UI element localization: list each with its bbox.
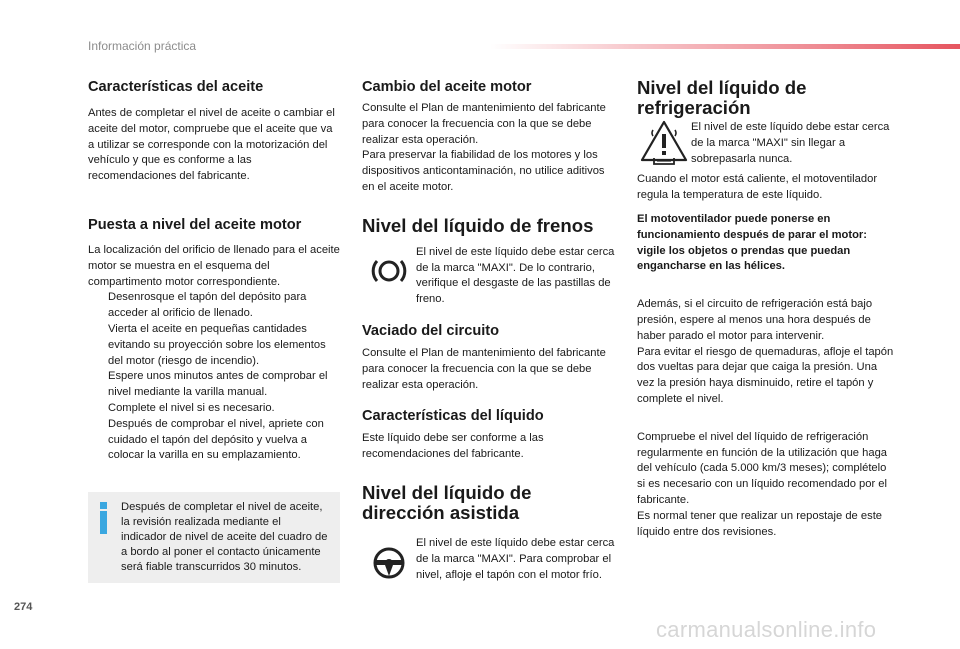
oil-topup-intro: La localización del orificio de llenado para el aceite motor se muestra en el esquema del compartimento motor correspondiente. [88,243,340,288]
brake-fluid-text: El nivel de este líquido debe estar cerca de la marca "MAXI". De lo contrario, verifique el desgaste de las pastillas de freno. [416,245,615,306]
coolant-pressure-text: Además, si el circuito de refrigeración está bajo presión, espere al menos una hora después de haber parado el motor para intervenir. [637,298,873,342]
coolant-burn-text: Para evitar el riesgo de quemaduras, afloje el tapón dos vueltas para dejar que caiga la presión. Una vez la presión haya disminuido, retire el tapón y complete el nivel. [637,345,894,405]
section-header: Información práctica [88,39,197,53]
coolant-heading: Nivel del líquido de refrigeración [637,77,807,118]
draining-heading: Vaciado del circuito [362,322,500,339]
oil-specs-text: Antes de completar el nivel de aceite o cambiar el aceite del motor, compruebe que el aceite que va a utilizar se corresponde con la motorización del vehículo y que es conforme a las recomendaciones del fabricante. [88,107,335,183]
brake-warning-icon [369,255,409,287]
coolant-row [637,120,895,167]
list-item: Espere unos minutos antes de comprobar el nivel mediante la varilla manual. [108,370,328,399]
list-item: Complete el nivel si es necesario. [108,401,275,414]
oil-specs-heading: Características del aceite [88,79,264,95]
coolant-check-text: Compruebe el nivel del líquido de refrigeración regularmente en función de la utilización que haga del vehículo (cada 5.000 km/3 meses); complételo si es necesario con un líquido recomendado por el fabricante. [637,430,888,506]
info-icon [100,502,108,534]
oil-change-text-2: Para preservar la fiabilidad de los motores y los dispositivos anticontaminación, no utilice aditivos en el aceite motor. [362,149,605,193]
column-oil [88,78,340,583]
watermark: carmanualsonline.info [656,617,877,642]
list-item: Vierta el aceite en pequeñas cantidades evitando su proyección sobre los elementos del motor (riesgo de incendio). [108,322,326,367]
brake-fluid-heading: Nivel del líquido de frenos [362,214,594,236]
info-box [88,492,340,583]
hot-engine-warning-icon [640,120,688,166]
oil-topup-steps [88,290,340,464]
column-fluids [362,78,618,583]
fluid-specs-heading: Características del líquido [362,408,544,425]
column-coolant [637,78,895,540]
coolant-fan-warning: El motoventilador puede ponerse en funcionamiento después de parar el motor: vigile los objetos o prendas que puedan engancharse en las hélices. [637,212,868,273]
coolant-fan-text: Cuando el motor está caliente, el motoventilador regula la temperatura de este líquido. [637,173,878,202]
header-gradient-bar [490,44,960,49]
coolant-normal-text: Es normal tener que realizar un repostaje de este líquido entre dos revisiones. [637,509,883,538]
page-number: 274 [14,601,33,613]
steering-fluid-text: El nivel de este líquido debe estar cerca de la marca "MAXI". Para comprobar el nivel, afloje el tapón con el motor frío. [416,536,615,581]
list-item: Desenrosque el tapón del depósito para acceder al orificio de llenado. [108,291,307,320]
coolant-icon-text: El nivel de este líquido debe estar cerca de la marca "MAXI" sin llegar a sobrepasarla nunca. [691,121,890,165]
brake-fluid-row [362,245,618,308]
oil-topup-heading: Puesta a nivel del aceite motor [88,216,302,233]
steering-wheel-icon [372,546,406,580]
steering-fluid-row [362,536,618,583]
fluid-specs-text: Este líquido debe ser conforme a las recomendaciones del fabricante. [362,432,544,461]
oil-change-text-1: Consulte el Plan de mantenimiento del fabricante para conocer la frecuencia con la que se debe realizar esta operación. [362,102,606,146]
draining-text: Consulte el Plan de mantenimiento del fabricante para conocer la frecuencia con la que se debe realizar esta operación. [362,346,606,391]
steering-fluid-heading: Nivel del líquido de dirección asistida [362,481,532,523]
oil-change-heading: Cambio del aceite motor [362,79,532,95]
info-box-text: Después de completar el nivel de aceite, la revisión realizada mediante el indicador de nivel de aceite del cuadro de a bordo al poner el contacto únicamente será fiable transcurridos 30 minutos. [121,501,328,574]
list-item: Después de comprobar el nivel, apriete con cuidado el tapón del depósito y vuelva a colocar la varilla en su emplazamiento. [108,417,324,462]
